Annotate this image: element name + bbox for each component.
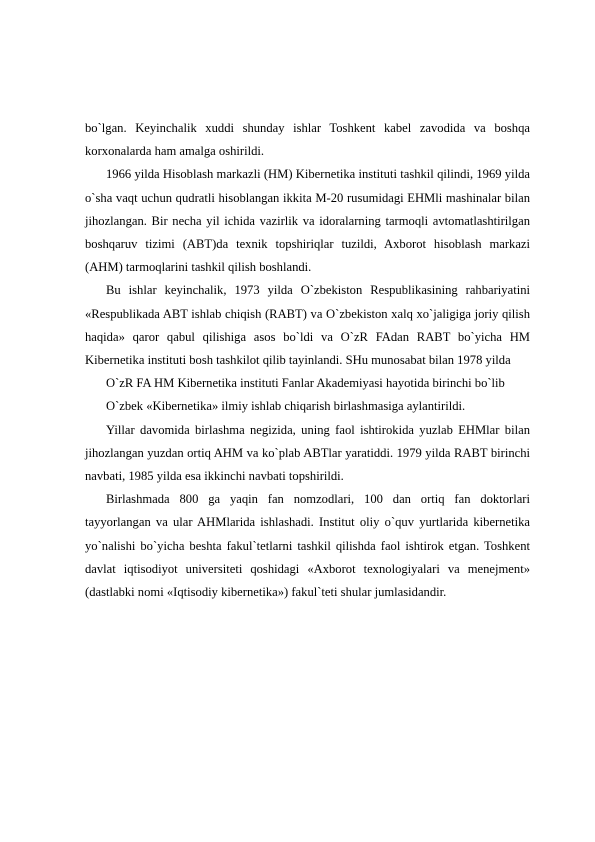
paragraph-5: O`zbek «Kibernetika» ilmiy ishlab chiqarish birlashmasiga aylantirildi. — [106, 399, 466, 414]
document-page — [85, 117, 530, 604]
paragraph-1: bo`lgan. Keyinchalik xuddi shunday ishlar Toshkent kabel zavodida va boshqa korxonalarda ham amalga oshirildi. — [85, 121, 530, 159]
paragraph-2: 1966 yilda Hisoblash markazli (HM) Kibernetika instituti tashkil qilindi, 1969 yilda o`sha vaqt uchun qudratli hisoblangan ikkita M-20 rusumidagi EHMli mashinalar bilan jihozlangan. Bir necha yil ichida vazirlik va idoralarning tarmoqli avtomatlashtirilgan boshqaruv tizimi (ABT)da texnik topshiriqlar tuzildi, Axborot hisoblash markazi (AHM) tarmoqlarini tashkil qilish boshlandi. — [85, 167, 530, 275]
paragraph-7: Birlashmada 800 ga yaqin fan nomzodlari, 100 dan ortiq fan doktorlari tayyorlangan va ular AHMlarida ishlashadi. Institut oliy o`quv yurtlarida kibernetika yo`nalishi bo`yicha beshta fakul`tetlarni tashkil qilishda faol ishtirok etgan. Toshkent davlat iqtisodiyot universiteti qoshidagi «Axborot texnologiyalari va menejment» (dastlabki nomi «Iqtisodiy kibernetika») fakul`teti shular jumlasidandir. — [85, 492, 530, 600]
paragraph-4: O`zR FA HM Kibernetika instituti Fanlar Akademiyasi hayotida birinchi bo`lib — [106, 376, 505, 391]
paragraph-6: Yillar davomida birlashma negizida, uning faol ishtirokida yuzlab EHMlar bilan jihozlangan yuzdan ortiq AHM va ko`plab ABTlar yaratiddi. 1979 yilda RABT birinchi navbati, 1985 yilda esa ikkinchi navbati topshirildi. — [85, 422, 530, 484]
paragraph-3: Bu ishlar keyinchalik, 1973 yilda O`zbekiston Respublikasining rahbariyatini «Respublikada ABT ishlab chiqish (RABT) va O`zbekiston xalq xo`jaligiga joriy qilish haqida» qaror qabul qilishiga asos bo`ldi va O`zR FAdan RABT bo`yicha HM Kibernetika instituti bosh tashkilot qilib tayinlandi. SHu munosabat bilan 1978 yilda — [85, 283, 530, 368]
